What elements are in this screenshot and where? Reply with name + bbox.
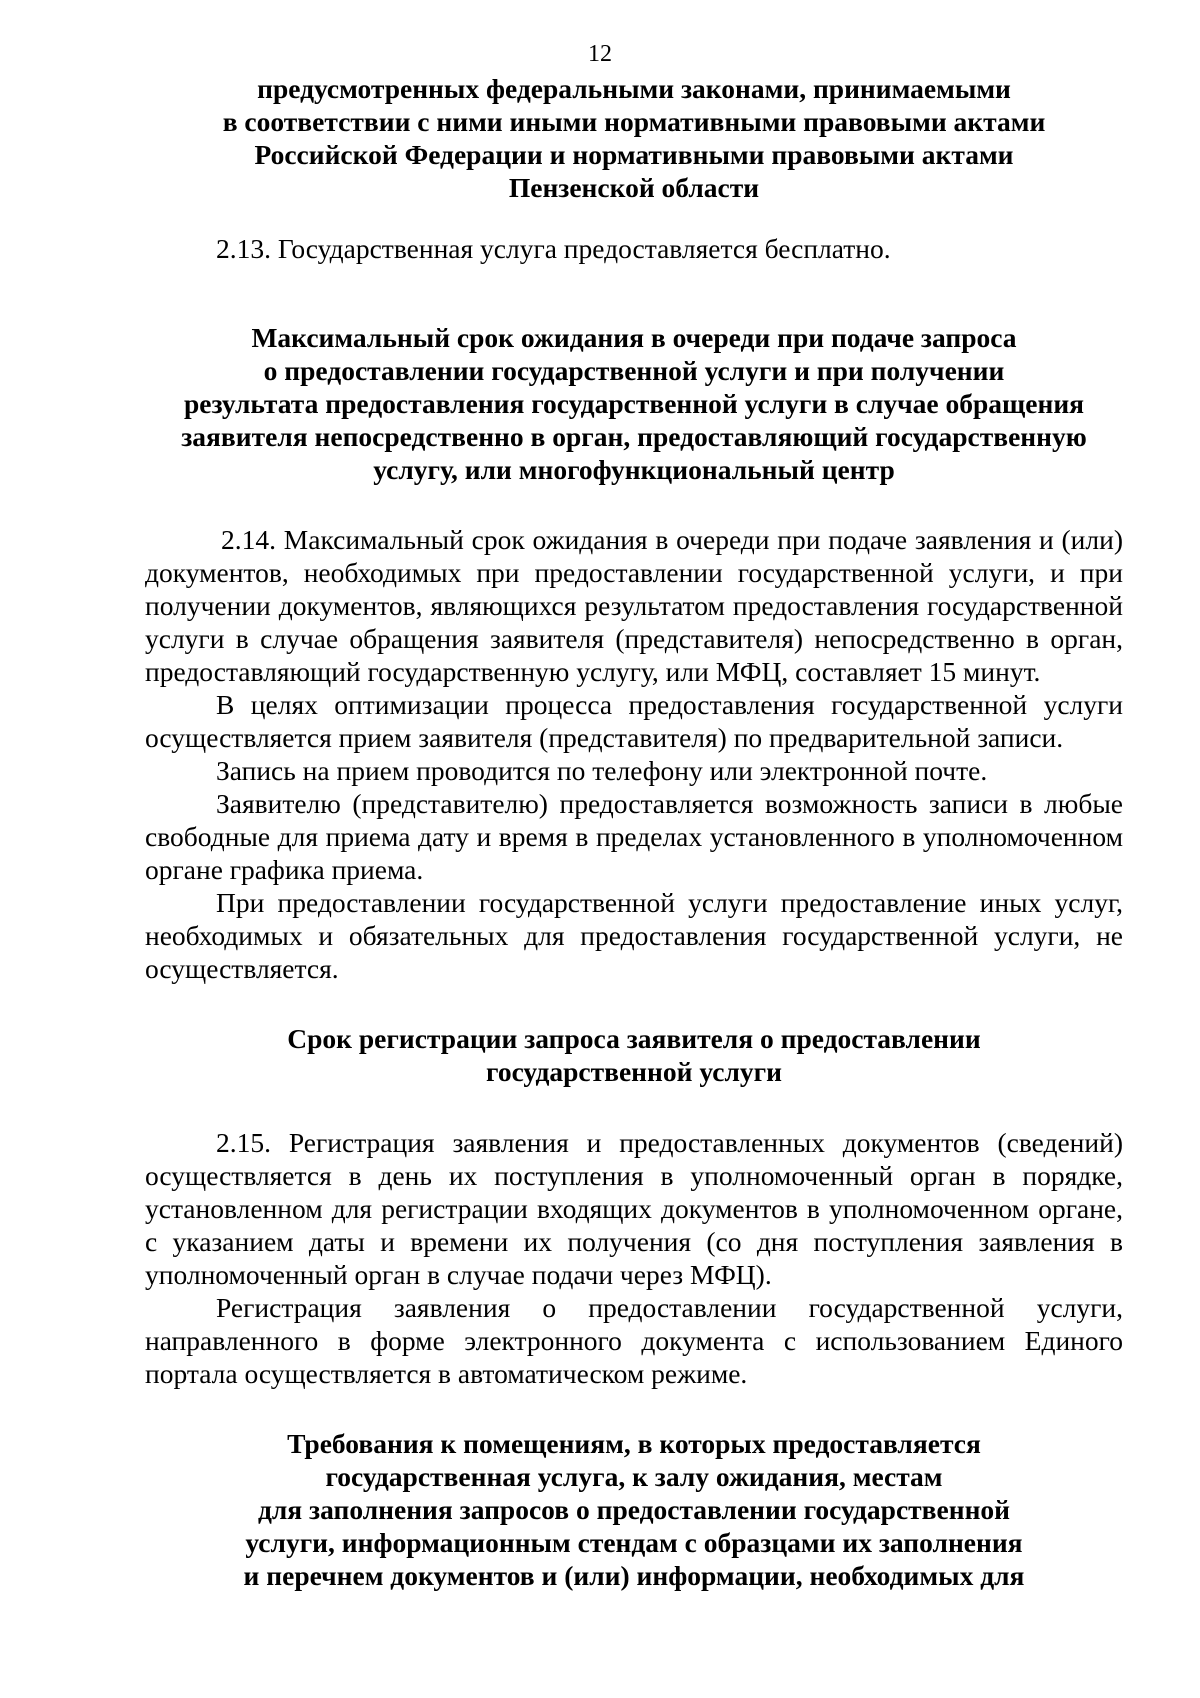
document-body — [145, 72, 1123, 1592]
heading-line: Пензенской области — [508, 172, 760, 203]
heading-line: государственная услуга, к залу ожидания, местам — [325, 1461, 943, 1492]
paragraph-2-14: 2.14. Максимальный срок ожидания в очереди при подаче заявления и (или) документов, необходимых при предоставлении государственной услуги, и при получении документов, являющихся результатом предоставления государственной услуги в случае обращения заявителя (представителя) непосредственно в орган, предоставляющий государственную услугу, или МФЦ, составляет 15 минут. — [145, 524, 1123, 687]
paragraph-other-services: При предоставлении государственной услуги предоставление иных услуг, необходимых и обязательных для предоставления государственной услуги, не осуществляется. — [145, 887, 1123, 984]
heading-line: и перечнем документов и (или) информации, необходимых для — [243, 1560, 1025, 1591]
heading-line: заявителя непосредственно в орган, предоставляющий государственную — [181, 421, 1087, 452]
heading-line: государственной услуги — [486, 1056, 782, 1087]
heading-line: услуги, информационным стендам с образцами их заполнения — [245, 1527, 1023, 1558]
heading-line: в соответствии с ними иными нормативными правовыми актами — [222, 106, 1046, 137]
section-heading-legal-acts — [145, 72, 1123, 204]
heading-line: о предоставлении государственной услуги и при получении — [263, 355, 1005, 386]
heading-line: для заполнения запросов о предоставлении государственной — [257, 1494, 1011, 1525]
heading-line: Российской Федерации и нормативными правовыми актами — [254, 139, 1014, 170]
section-heading-premises — [145, 1427, 1123, 1592]
heading-line: Срок регистрации запроса заявителя о предоставлении — [287, 1023, 981, 1054]
paragraph-registration: Регистрация заявления о предоставлении государственной услуги, направленного в форме электронного документа с использованием Единого портала осуществляется в автоматическом режиме. — [145, 1292, 1123, 1389]
heading-line: результата предоставления государственной услуги в случае обращения — [183, 388, 1085, 419]
paragraph-2-15: 2.15. Регистрация заявления и предоставленных документов (сведений) осуществляется в день их поступления в уполномоченный орган в порядке, установленном для регистрации входящих документов в уполномоченном органе, с указанием даты и времени их получения (со дня поступления заявления в уполномоченный орган в случае подачи через МФЦ). — [145, 1127, 1123, 1290]
heading-line: Требования к помещениям, в которых предоставляется — [287, 1428, 981, 1459]
section-heading-registration — [145, 1022, 1123, 1088]
page-number: 12 — [588, 41, 612, 67]
section-heading-waiting-time — [145, 321, 1123, 486]
heading-line: предусмотренных федеральными законами, принимаемыми — [257, 73, 1011, 104]
paragraph-appointment: Запись на прием проводится по телефону или электронной почте. — [216, 755, 988, 786]
heading-line: Максимальный срок ожидания в очереди при подаче запроса — [251, 322, 1017, 353]
paragraph-optimization: В целях оптимизации процесса предоставления государственной услуги осуществляется прием заявителя (представителя) по предварительной записи. — [145, 689, 1123, 753]
paragraph-applicant: Заявителю (представителю) предоставляется возможность записи в любые свободные для приема дату и время в пределах установленного в уполномоченном органе графика приема. — [145, 788, 1123, 885]
paragraph-2-13: 2.13. Государственная услуга предоставляется бесплатно. — [216, 233, 891, 264]
heading-line: услугу, или многофункциональный центр — [373, 454, 895, 485]
